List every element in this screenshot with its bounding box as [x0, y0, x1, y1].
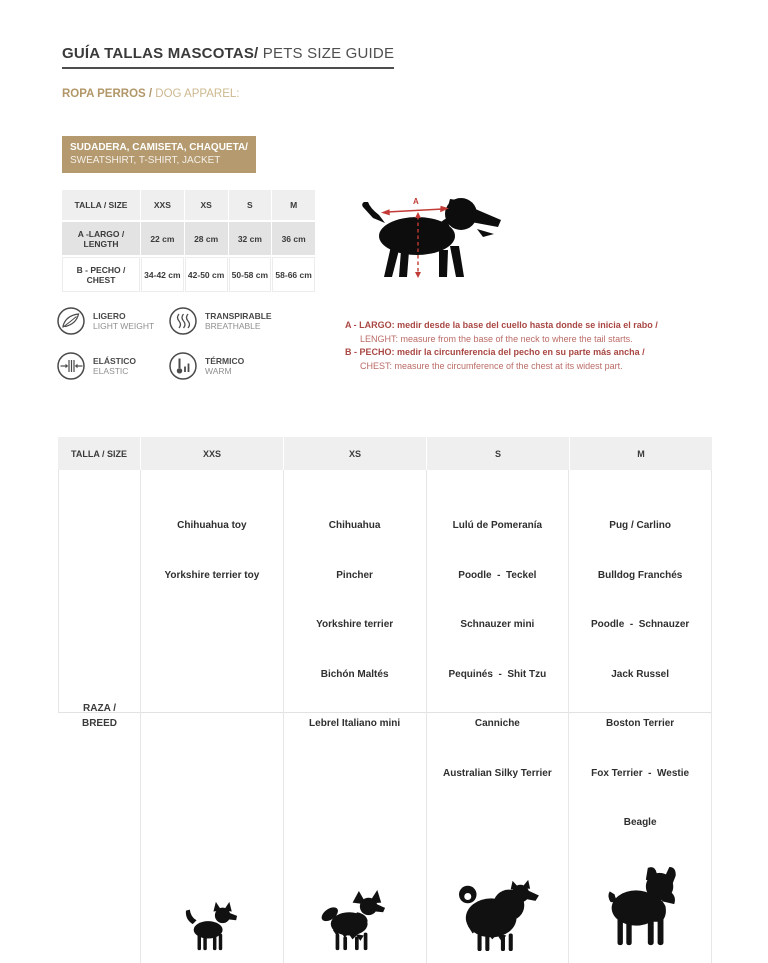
chest-value: 42-50 cm	[185, 257, 228, 292]
feather-icon	[56, 306, 86, 336]
breed-column-xs	[284, 470, 427, 963]
chest-value: 34-42 cm	[141, 257, 184, 292]
dog-illustration	[181, 899, 243, 953]
banner-line1: SUDADERA, CAMISETA, CHAQUETA/	[70, 142, 248, 153]
chihuahua-toy-silhouette	[181, 899, 243, 953]
breed-row-label-line1: RAZA /	[83, 703, 116, 715]
page-title-en: PETS SIZE GUIDE	[258, 45, 395, 62]
chest-row	[62, 257, 315, 292]
breed-header-cell: XS	[284, 437, 426, 470]
dog-illustration	[318, 889, 392, 953]
breed-item: Pug / Carlino	[609, 520, 671, 531]
feature-lightweight	[56, 306, 168, 336]
breed-item: Chihuahua	[328, 520, 381, 531]
page-title-es: GUÍA TALLAS MASCOTAS/	[62, 45, 259, 62]
french-bulldog-silhouette	[590, 865, 690, 953]
pomeranian-silhouette	[452, 877, 542, 953]
breed-item: Canniche	[474, 718, 520, 729]
section-subtitle	[62, 88, 239, 100]
breed-item: Fox Terrier - Westie	[591, 767, 690, 779]
size-header-cell: XXS	[141, 190, 184, 220]
note-length-en: LENGHT: measure from the base of the neck to where the tail starts.	[360, 333, 633, 344]
breed-list	[309, 470, 400, 766]
note-length-es: A - LARGO: medir desde la base del cuello hasta donde se inicia el rabo /	[345, 320, 658, 330]
arrow-a-label: A	[413, 197, 419, 206]
subtitle-en: DOG APPAREL:	[152, 88, 240, 100]
note-chest-en: CHEST: measure the circumference of the chest at its widest part.	[360, 360, 623, 371]
feature-label-en: LIGHT WEIGHT	[93, 321, 155, 331]
breed-item: Beagle	[623, 817, 657, 828]
size-header-cell: TALLA / SIZE	[62, 190, 140, 220]
length-value: 22 cm	[141, 222, 184, 255]
chest-row-label: B - PECHO / CHEST	[62, 257, 140, 292]
breed-item: Chihuahua toy	[177, 520, 247, 531]
feature-label-en: WARM	[205, 366, 232, 376]
subtitle-es: ROPA PERROS /	[62, 88, 153, 100]
breed-header-cell: S	[427, 437, 569, 470]
thermometer-icon	[168, 351, 198, 381]
breed-item: Schnauzer mini	[460, 619, 535, 630]
chest-value: 50-58 cm	[229, 257, 272, 292]
feature-warm	[168, 351, 272, 381]
feature-label-es: ELÁSTICO	[93, 355, 136, 366]
breed-column-xxs	[141, 470, 284, 963]
breed-item: Lebrel Italiano mini	[309, 718, 401, 729]
size-table	[62, 190, 315, 294]
breed-item: Bulldog Franchés	[597, 569, 683, 581]
breed-table-body	[58, 470, 712, 828]
breed-list	[164, 470, 259, 617]
feature-label-en: ELASTIC	[93, 366, 129, 376]
breed-column-m	[569, 470, 712, 963]
feature-list	[56, 306, 272, 381]
breed-table	[58, 437, 712, 828]
breed-item: Pequinés - Shit Tzu	[448, 668, 547, 680]
feature-label-en: BREATHABLE	[205, 321, 261, 331]
feature-label-es: LIGERO	[93, 310, 126, 321]
dog-illustration	[590, 865, 690, 953]
breathable-icon	[168, 306, 198, 336]
breed-table-header	[58, 437, 712, 470]
feature-breathable	[168, 306, 272, 336]
length-value: 28 cm	[185, 222, 228, 255]
elastic-icon	[56, 351, 86, 381]
breed-item: Yorkshire terrier toy	[164, 569, 260, 581]
chest-value: 58-66 cm	[272, 257, 315, 292]
size-header-cell: M	[272, 190, 315, 220]
breed-column-s	[427, 470, 570, 963]
breed-item: Yorkshire terrier	[316, 619, 394, 630]
size-table-header	[62, 190, 315, 220]
breed-item: Boston Terrier	[606, 718, 675, 729]
breed-item: Poodle - Schnauzer	[590, 619, 690, 630]
breed-list	[443, 470, 552, 815]
breed-item: Lulú de Pomeranía	[452, 520, 543, 531]
breed-item: Australian Silky Terrier	[443, 767, 552, 779]
breed-header-cell: M	[570, 437, 712, 470]
length-value: 36 cm	[272, 222, 315, 255]
breed-list	[591, 470, 689, 865]
note-length	[345, 319, 735, 346]
measurement-notes	[345, 319, 735, 373]
long-haired-chihuahua-silhouette	[318, 889, 392, 953]
breed-header-cell: TALLA / SIZE	[58, 437, 140, 470]
feature-elastic	[56, 351, 168, 381]
feature-label-es: TÉRMICO	[205, 355, 245, 366]
size-header-cell: S	[229, 190, 272, 220]
breed-row-label	[59, 470, 141, 963]
length-row-label: A -LARGO / LENGTH	[62, 222, 140, 255]
size-header-cell: XS	[185, 190, 228, 220]
breed-item: Pincher	[336, 569, 373, 581]
banner-line2: SWEATSHIRT, T-SHIRT, JACKET	[70, 155, 221, 166]
dog-measurement-diagram	[355, 188, 505, 288]
note-chest-es: B - PECHO: medir la circunferencia del pecho en su parte más ancha /	[345, 347, 645, 357]
breed-row-label-line2: BREED	[81, 718, 117, 730]
breed-item: Jack Russel	[611, 668, 670, 680]
labrador-silhouette-icon	[355, 188, 505, 288]
length-value: 32 cm	[229, 222, 272, 255]
dog-illustration	[452, 877, 542, 953]
page-title	[62, 45, 394, 69]
length-row	[62, 222, 315, 255]
breed-header-cell: XXS	[141, 437, 283, 470]
note-chest	[345, 346, 735, 373]
feature-label-es: TRANSPIRABLE	[205, 310, 272, 321]
breed-item: Poodle - Teckel	[458, 569, 537, 581]
garment-type-banner	[62, 136, 256, 173]
breed-item: Bichón Maltés	[320, 668, 389, 680]
